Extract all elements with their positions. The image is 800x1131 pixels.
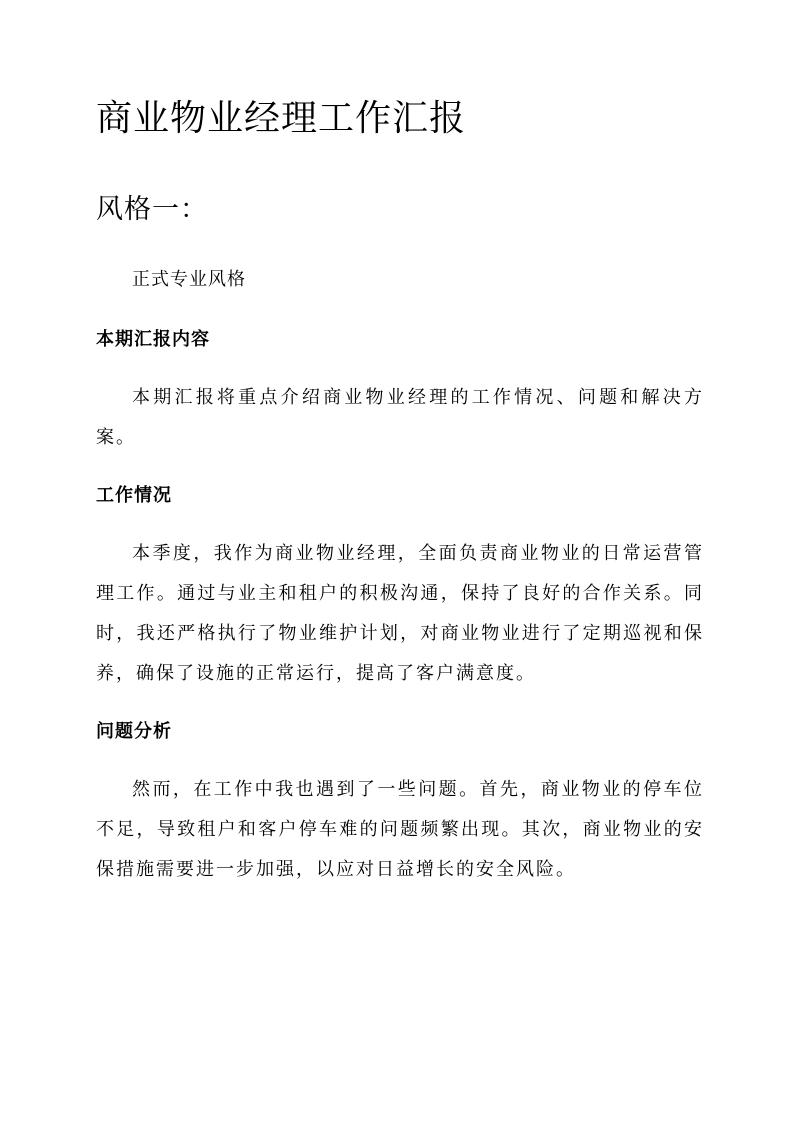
section-heading-report-content: 本期汇报内容	[96, 329, 210, 350]
style-description: 正式专业风格	[132, 269, 246, 290]
section-heading-problem-analysis: 问题分析	[96, 721, 172, 742]
section-paragraph-problem-analysis: 然而，在工作中我也遇到了一些问题。首先，商业物业的停车位不足，导致租户和客户停车难的问题频繁出现。其次，商业物业的安保措施需要进一步加强，以应对日益增长的安全风险。	[96, 779, 704, 880]
style-heading: 风格一：	[96, 194, 208, 225]
document-title: 商业物业经理工作汇报	[96, 98, 467, 139]
section-heading-work-status: 工作情况	[96, 485, 172, 506]
section-paragraph-work-status: 本季度，我作为商业物业经理，全面负责商业物业的日常运营管理工作。通过与业主和租户的积极沟通，保持了良好的合作关系。同时，我还严格执行了物业维护计划，对商业物业进行了定期巡视和保养，确保了设施的正常运行，提高了客户满意度。	[96, 543, 704, 684]
section-paragraph-report-content: 本期汇报将重点介绍商业物业经理的工作情况、问题和解决方案。	[96, 387, 704, 448]
